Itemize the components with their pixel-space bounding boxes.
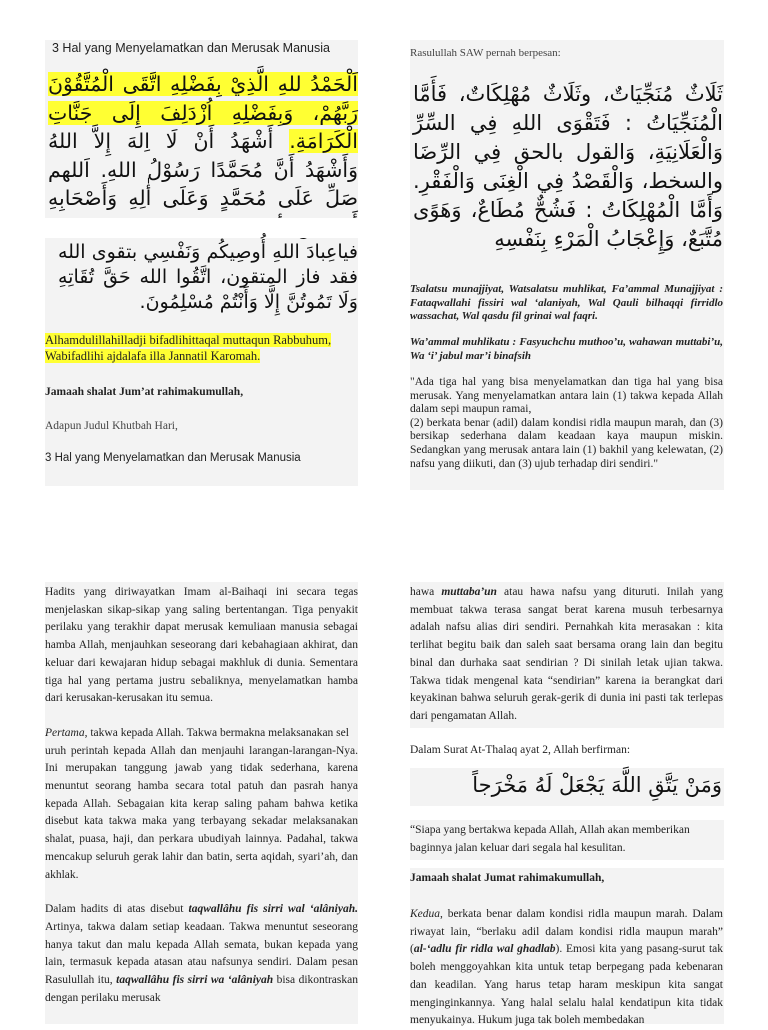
white-gap: [45, 218, 358, 238]
muttabaun-term: muttaba’un: [441, 586, 497, 598]
taqwa-term-1: taqwallâhu fis sirri wal ‘alâniyah.: [188, 903, 358, 916]
taqwa-term-2: taqwallâhu fis sirri wa ‘alâniyah: [116, 974, 274, 987]
judul-value: 3 Hal yang Menyelamatkan dan Merusak Manusia: [45, 452, 301, 464]
jamaah-address-2: Jamaah shalat Jumat rahimakumullah,: [410, 872, 605, 884]
jamaah-address: Jamaah shalat Jum’at rahimakumullah,: [45, 386, 244, 398]
paragraph-taqwallahu: [45, 901, 358, 1007]
page-title: 3 Hal yang Menyelamatkan dan Merusak Manusia: [52, 41, 330, 55]
surat-intro: Dalam Surat At-Thalaq ayat 2, Allah berfirman:: [410, 744, 631, 756]
kedua-paragraph: [410, 906, 723, 1030]
paragraph-pertama: [45, 725, 358, 884]
hadith-transliteration-2: Wa’ammal muhlikatu : Fasyuchchu muthoo’u, wahawan muttabi’u, Wa ‘i’ jabul mar’i binafsih: [410, 336, 723, 362]
arabic-opening-highlighted: اَلْحَمْدُ للهِ الَّذِيْ بِفَضْلِهِ اتَّقَى الْمُتَّقُوْنَ رَبَّهُمْ، وَبِفَضْلِهِ اُزْدَلِفَ إِلَى جَنَّاتِ الْكَرَامَةِ.: [48, 72, 358, 153]
al-adlu-term: al-‘adlu fir ridla wal ghadlab: [413, 943, 556, 956]
hawa-paragraph: [410, 584, 723, 726]
kedua-text-b: ). Emosi kita yang pasang-surut tak boleh menggoyahkan kita untuk tetap berpegang pada kebenaran dan keadilan. Yang harus tetap haram meskipun kita sangat menginginkannya. Yang halal selalu halal kendatipun kita tidak menyukainya. Hukum juga tak boleh membedakan: [410, 943, 723, 1027]
hadith-translation-part-1: "Ada tiga hal yang bisa menyelamatkan dan tiga hal yang bisa merusak. Yang menyelamatkan antara lain (1) takwa kepada Allah dalam sepi maupun ramai,: [410, 376, 723, 416]
hadith-translation-part-2: (2) berkata benar (adil) dalam kondisi ridla maupun marah, dan (3) bersikap sederhana dalam keadaan kaya maupun miskin. Sedangkan yang merusak antara lain (1) bakhil yang kelewatan, (2) nafsu yang diikuti, dan (3) ujub terhadap diri sendiri.": [410, 416, 723, 470]
hadith-transliteration-1: Tsalatsu munajjiyat, Watsalatsu muhlikat, Fa’ammal Munajjiyat : Fataqwallahi fissiri wal ‘alaniyah, Wal Qauli bilhaqqi firridlo wassachat, Wal qasdu fil grinai wal faqri.: [410, 283, 723, 322]
ayat-at-thalaq: وَمَنْ يَتَّقِ اللَّهَ يَجْعَلْ لَهُ مَخْرَجاً: [472, 773, 722, 797]
taqwa-text-b: Artinya, takwa dalam setiap keadaan. Takwa menuntut seseorang hanya takut dan malu kepada Allah semata, bukan kepada yang lain, termasuk kepada atasan atau nafsunya sendiri. Dalam pesan Rasulullah itu,: [45, 920, 358, 987]
hawa-text-a: hawa: [410, 586, 442, 598]
arabic-wasiat: فياعِبادَ اللهِ أُوصِيكُم وَنَفْسِي بتقوى الله فقد فاز المتقون، اتَّقُوا الله حَقَّ تُقَاتِهِ وَلَا تَمُوتُنَّ إِلَّا وَأَنْتُمْ مُسْلِمُونَ.: [58, 241, 358, 313]
arabic-opening-rest: أَشْهَدُ أَنْ لَا اِلهَ إِلاَّ اللهُ وَأَشْهَدُ أَنَّ مُحَمَّدًا رَسُوْلُ اللهِ. اَللهم صَلِّ عَلَى مُحَمَّدٍ وَعَلَى أٰلِهِ وَأَصْحَابِهِ: [48, 129, 358, 210]
taqwa-text-c: bisa dikontraskan dengan perilaku merusak: [45, 974, 358, 1004]
rasulullah-intro: Rasulullah SAW pernah berpesan:: [410, 47, 561, 59]
ayat-translation: “Siapa yang bertakwa kepada Allah, Allah akan memberikan baginnya jalan keluar dari segala hal kesulitan.: [410, 824, 690, 854]
pertama-text-a: , takwa kepada Allah. Takwa bermakna melaksanakan sel: [84, 726, 349, 739]
paragraph-hadits-baihaqi: Hadits yang diriwayatkan Imam al-Baihaqi ini secara tegas menjelaskan sikap-sikap yang saling bertentangan. Tiga penyakit perilaku yang terakhir dapat merusak kemuliaan manusia sebagai hamba Allah, menjauhkan seseorang dari kebahagiaan akhirat, dan keluar dari kewajaran hidup sebagai makhluk di dunia. Sementara tiga hal yang pertama justru sebaliknya, menyelamatkan hamba dari kerusakan-kerusakan itu semua.: [45, 586, 358, 705]
pertama-text-b: uruh perintah kepada Allah dan menjauhi larangan-larangan-Nya. Ini merupakan tanggung jawab yang tidak sederhana, karena menuntut seorang hamba secara total patuh dan pasrah hanya kepada Allah. Sebagaian kita kerap saling paham bahwa ketika disebut kata takwa maka yang terbayang sekadar melaksanakan shalat, puasa, haji, dan perkara ubudiyah lainnya. Padahal, takwa mencakup seluruh gerak lahir dan batin, serta aqidah, syari’ah, dan akhlak.: [45, 744, 358, 881]
judul-label: Adapun Judul Khutbah Hari,: [45, 420, 178, 432]
kedua-text-a: , berkata benar dalam kondisi ridla maupun marah. Dalam riwayat lain, “berlaku adil dalam kondisi ridla maupun marah” (: [410, 908, 723, 956]
taqwa-text-a: Dalam hadits di atas disebut: [45, 903, 189, 916]
latin-opening: [45, 333, 358, 364]
hawa-text-b: atau hawa nafsu yang dituruti. Inilah yang membuat takwa terasa sangat berat karena musuh terbesarnya adalah nafsu alias diri sendiri. Pernahkah kita merasakan : kita terlihat begitu baik dan saleh saat bersama orang lain dan begitu binal dan durhaka saat sendirian ? Di sinilah letak ujian takwa. Takwa tidak mengenal kata “sendirian” karena ia berangkat dari keyakinan bahwa seluruh gerak-gerik di dunia ini pasti tak terlepas dari pengamatan Allah.: [410, 586, 724, 722]
hadith-arabic: ثَلَاثٌ مُنَجِّيَاتٌ، وثَلَاثٌ مُهْلِكَاتٌ، فَأَمَّا الْمُنَجِّيَاتُ : فَتَقْوَى اللهِ فِي السِّرِّ وَالْعَلَانِيَةِ، وَالقول بالحق فِي الرِّضَا والسخط، وَالْقَصْدُ فِي الْغِنَى وَالْفَقْرِ. وَأَمَّا الْمُهْلِكَاتُ : فَشُحٌّ مُطَاعٌ، وَهَوًى مُتَّبَعٌ، وَإِعْجَابُ الْمَرْءِ بِنَفْسِهِ: [413, 82, 723, 251]
left-bottom-text: [45, 584, 358, 1007]
pertama-label: Pertama: [45, 726, 85, 739]
hadith-translation: [410, 376, 723, 471]
kedua-label: Kedua: [410, 908, 441, 920]
arabic-opening: [48, 70, 358, 241]
latin-opening-highlight: Alhamdulillahilladji bifadlihittaqal muttaqun Rabbuhum, Wabifadlihi ajdalafa illa Jannatil Karomah.: [45, 333, 332, 363]
